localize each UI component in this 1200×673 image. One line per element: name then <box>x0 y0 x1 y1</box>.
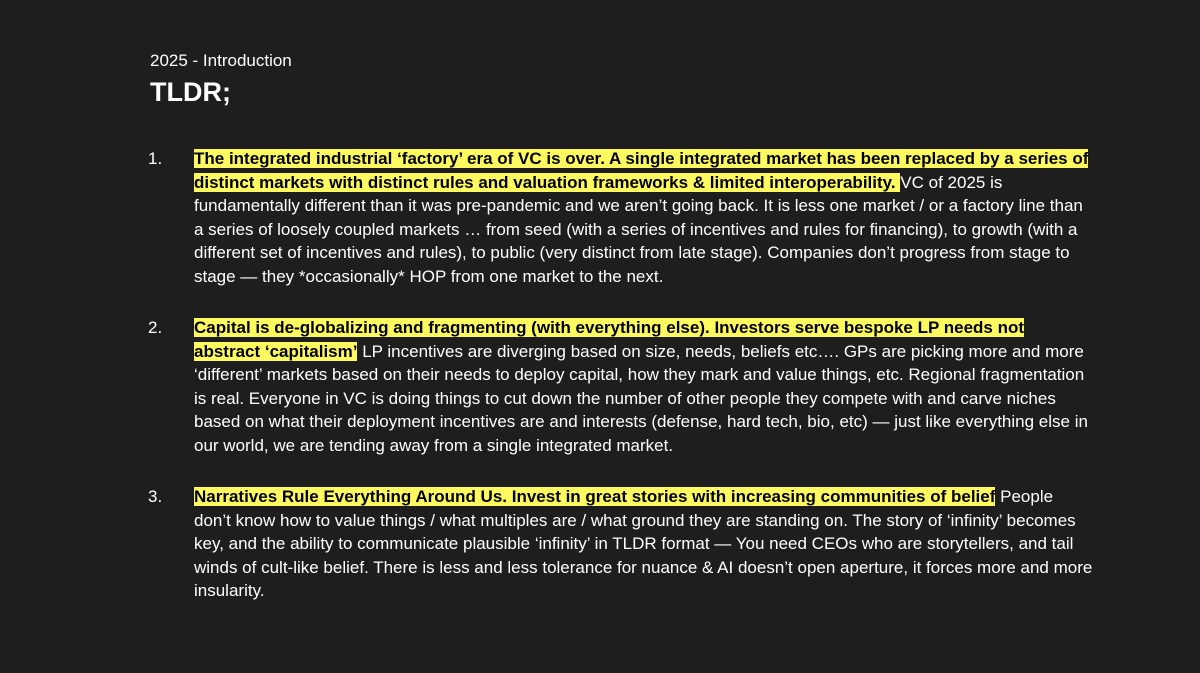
item-explanation: LP incentives are diverging based on size, needs, beliefs etc…. GPs are picking more and more ‘different’ markets based on their needs to deploy capital, how they mark and value things, etc. Regional fragmentation is real. Everyone in VC is doing things to cut down the number of other people they compete with and carve niches based on what their deployment incentives are and interests (defense, hard tech, bio, etc) — just like everything else in our world, we are tending away from a single integrated market. <box>194 341 1088 455</box>
slide-subtitle: 2025 - Introduction <box>150 51 292 70</box>
list-item-number: 3. <box>148 487 163 506</box>
highlighted-claim: Narratives Rule Everything Around Us. Invest in great stories with increasing communities of belief <box>194 487 996 506</box>
item-explanation: VC of 2025 is fundamentally different than it was pre-pandemic and we aren’t going back. It is less one market / or a factory line than a series of loosely coupled markets … from seed (with a series of incentives and rules for financing), to growth (with a different set of incentives and rules), to public (very distinct from late stage). Companies don’t progress from stage to stage — they *occasionally* HOP from one market to the next. <box>194 172 1083 286</box>
slide-title: TLDR; <box>150 77 231 107</box>
highlighted-claim: Capital is de-globalizing and fragmenting (with everything else). Investors serve bespoke LP needs not abstract ‘capitalism’ <box>194 318 1025 361</box>
list-item-body <box>194 147 1094 289</box>
list-item-number: 2. <box>148 318 163 337</box>
list-item-number: 1. <box>148 149 163 168</box>
item-explanation: People don’t know how to value things / what multiples are / what ground they are standing on. The story of ‘infinity’ becomes key, and the ability to communicate plausible ‘infinity’ in TLDR format — You need CEOs who are storytellers, and tail winds of cult-like belief. There is less and less tolerance for nuance & AI doesn’t open aperture, it forces more and more insularity. <box>194 487 1093 601</box>
highlighted-claim: The integrated industrial ‘factory’ era of VC is over. A single integrated market has been replaced by a series of distinct markets with distinct rules and valuation frameworks & limited interoperability. <box>194 149 1089 192</box>
list-item-body <box>194 316 1094 458</box>
list-item-body <box>194 485 1094 603</box>
